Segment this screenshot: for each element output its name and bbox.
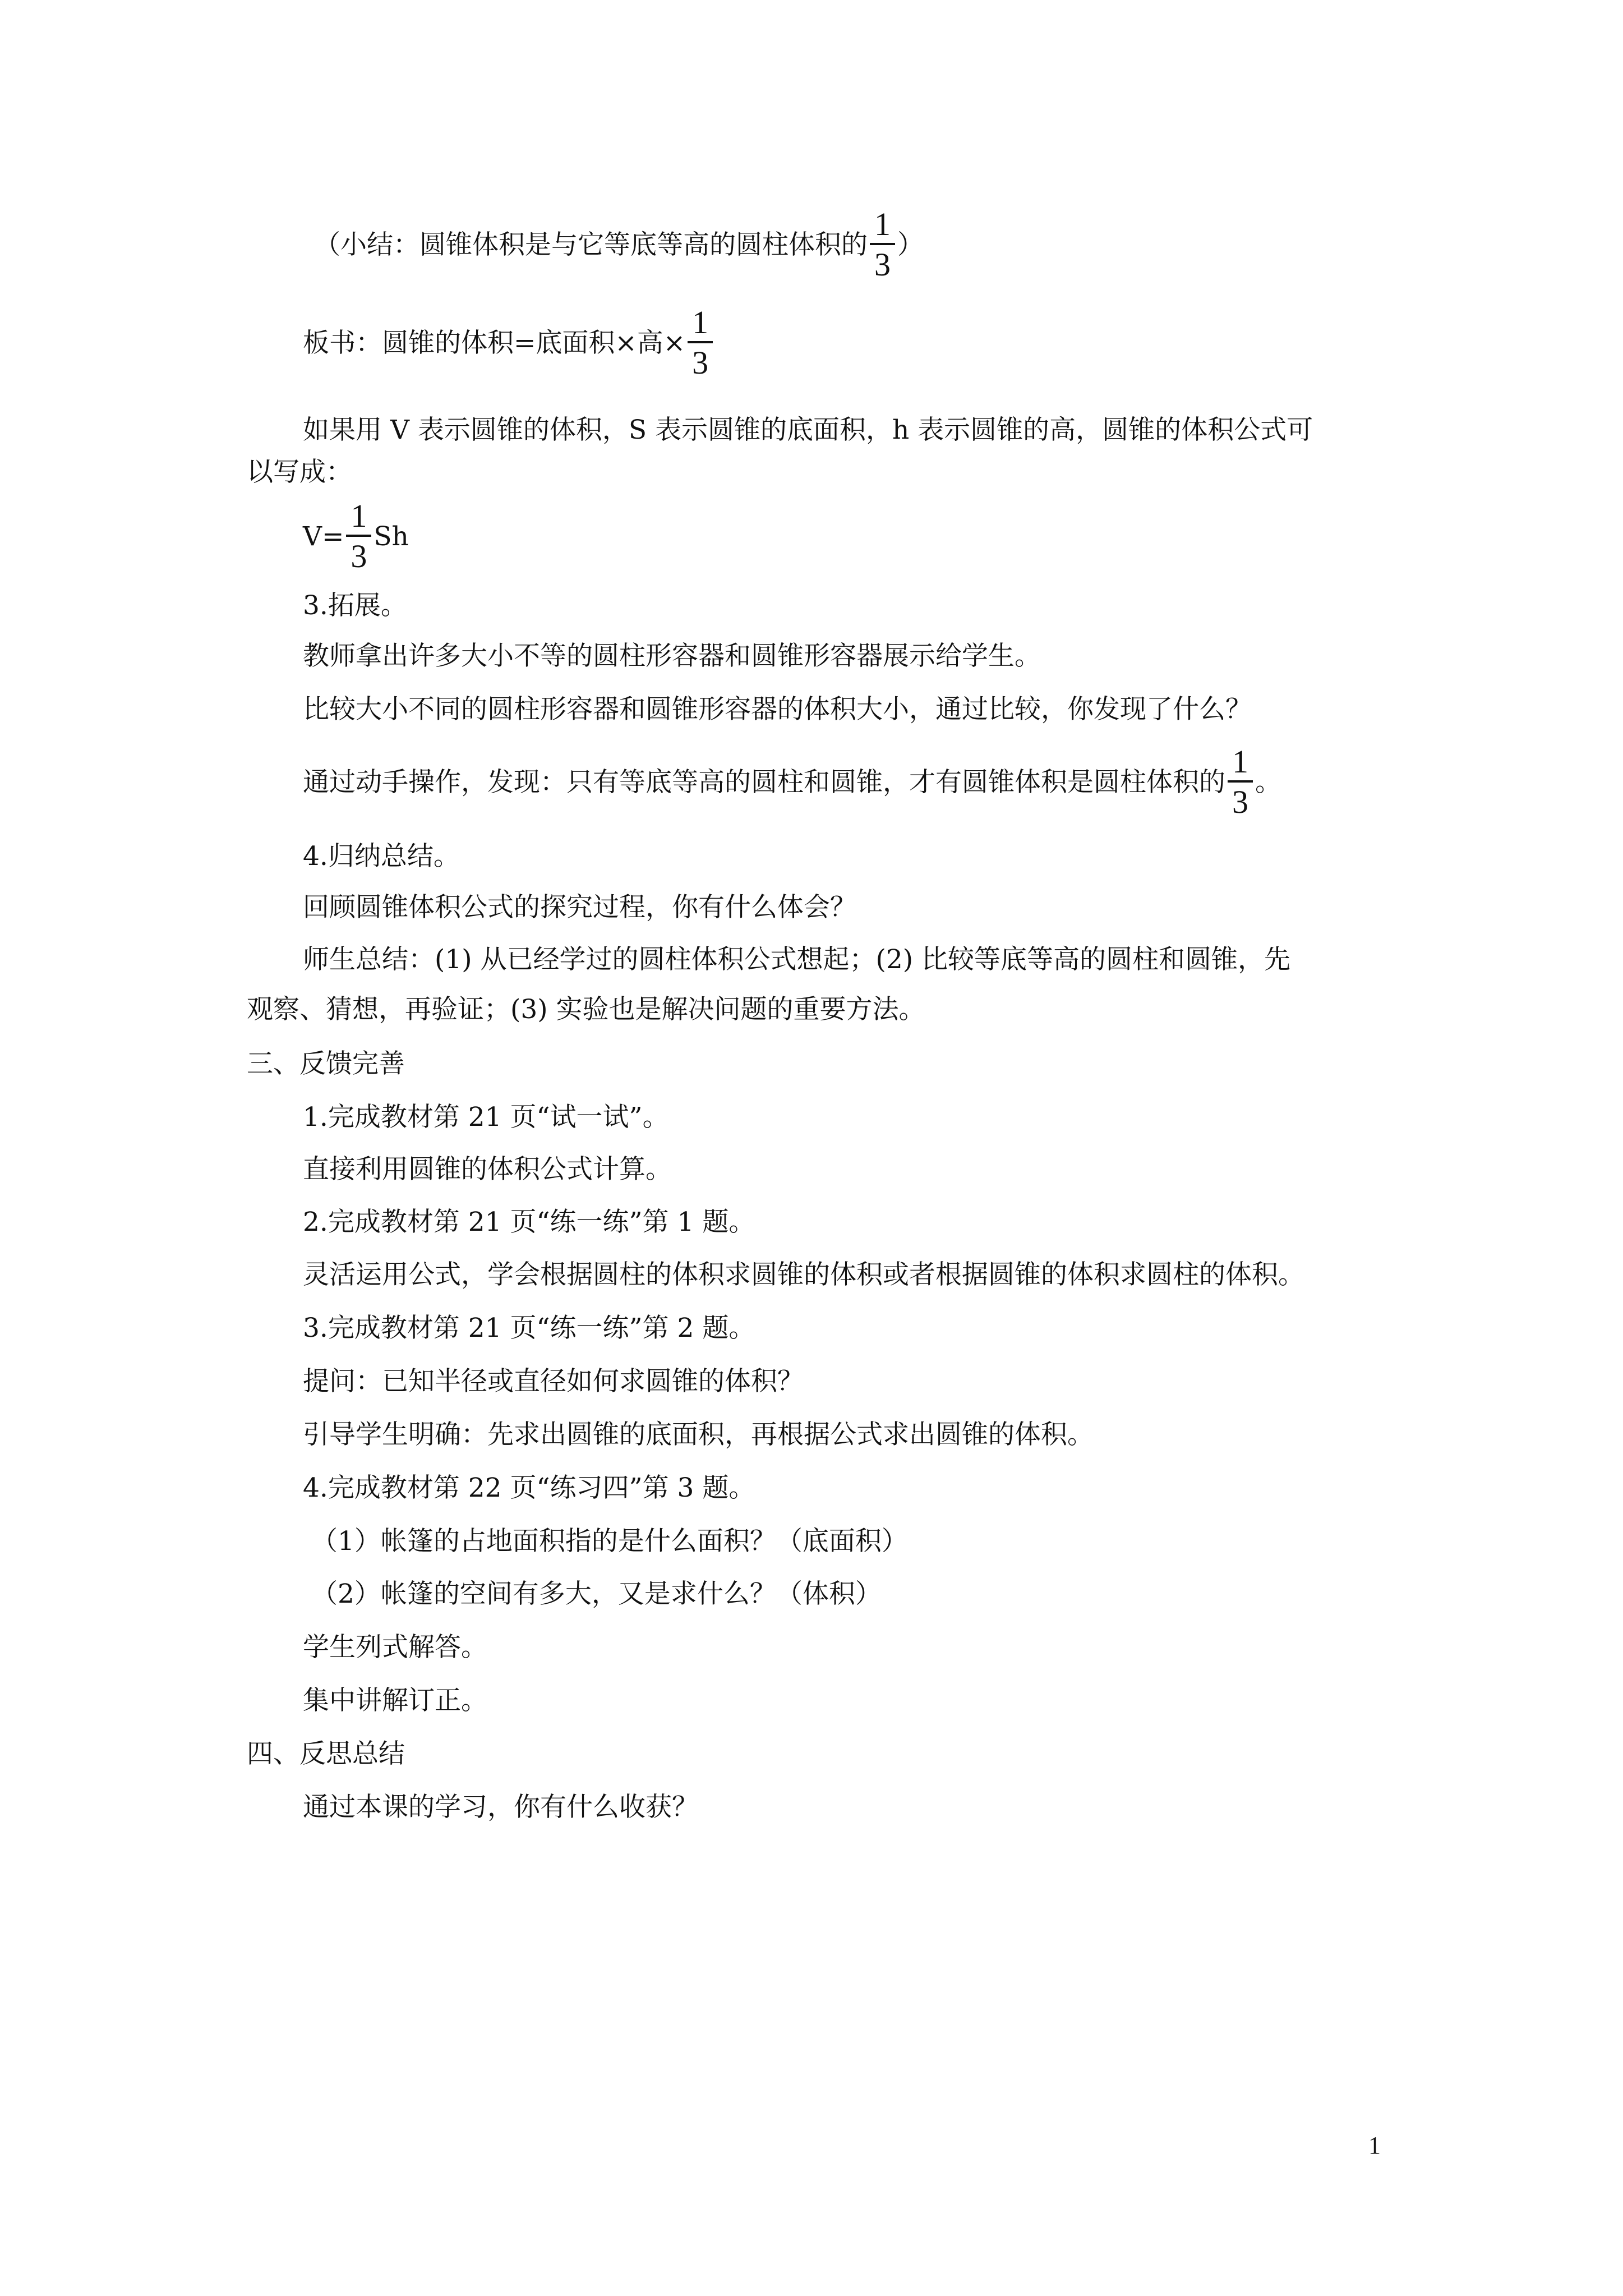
formula-lhs: V= xyxy=(303,521,344,552)
formula-intro-line-1: 如果用 V 表示圆锥的体积，S 表示圆锥的底面积，h 表示圆锥的高，圆锥的体积公式可 xyxy=(303,415,1313,445)
summary-text: （小结：圆锥体积是与它等底等高的圆柱体积的 xyxy=(314,229,868,260)
board-line xyxy=(303,304,715,381)
fraction-one-third: $\frac{1}{3}$ xyxy=(346,500,371,573)
section-heading: 四、反思总结 xyxy=(247,1738,405,1769)
conclusion-paragraph-2-line-2: 观察、猜想，再验证；(3) 实验也是解决问题的重要方法。 xyxy=(247,994,925,1025)
board-text: 板书：圆锥的体积=底面积×高× xyxy=(303,328,686,358)
fraction-one-third: $\frac{1}{3}$ xyxy=(1228,746,1253,818)
section3-item: 集中讲解订正。 xyxy=(303,1685,487,1716)
conclusion-paragraph-1: 回顾圆锥体积公式的探究过程，你有什么体会？ xyxy=(303,892,856,923)
extension-paragraph-1: 教师拿出许多大小不等的圆柱形容器和圆锥形容器展示给学生。 xyxy=(303,641,1041,671)
page-number: 1 xyxy=(1368,2132,1381,2159)
extension-paragraph-2: 比较大小不同的圆柱形容器和圆锥形容器的体积大小，通过比较，你发现了什么？ xyxy=(303,694,1252,725)
section3-item: 3.完成教材第 21 页“练一练”第 2 题。 xyxy=(303,1313,755,1343)
section3-item: （2）帐篷的空间有多大，又是求什么？（体积） xyxy=(311,1579,882,1609)
section3-item: 4.完成教材第 22 页“练习四”第 3 题。 xyxy=(303,1473,755,1503)
fraction-one-third: $\frac{1}{3}$ xyxy=(688,306,713,379)
extension-title: 3.拓展。 xyxy=(303,590,407,621)
section3-item: （1）帐篷的占地面积指的是什么面积？（底面积） xyxy=(311,1526,908,1557)
section3-item: 学生列式解答。 xyxy=(303,1632,487,1663)
summary-line xyxy=(314,206,924,283)
extension-p3-end: 。 xyxy=(1255,767,1281,798)
section3-item: 提问：已知半径或直径如何求圆锥的体积？ xyxy=(303,1366,804,1397)
summary-close: ） xyxy=(897,229,924,260)
section3-item: 1.完成教材第 21 页“试一试”。 xyxy=(303,1102,669,1133)
section-heading: 三、反馈完善 xyxy=(247,1048,405,1079)
formula-intro-line-2: 以写成： xyxy=(247,457,352,487)
formula-rhs: Sh xyxy=(374,521,409,552)
conclusion-paragraph-2-line-1: 师生总结：(1) 从已经学过的圆柱体积公式想起；(2) 比较等底等高的圆柱和圆锥，先 xyxy=(303,944,1291,975)
section3-item: 灵活运用公式，学会根据圆柱的体积求圆锥的体积或者根据圆锥的体积求圆柱的体积。 xyxy=(303,1259,1304,1290)
section3-item: 2.完成教材第 21 页“练一练”第 1 题。 xyxy=(303,1207,755,1237)
section4-item: 通过本课的学习，你有什么收获？ xyxy=(303,1792,698,1823)
section3-item: 引导学生明确：先求出圆锥的底面积，再根据公式求出圆锥的体积。 xyxy=(303,1419,1094,1450)
section3-item: 直接利用圆锥的体积公式计算。 xyxy=(303,1154,672,1185)
conclusion-title: 4.归纳总结。 xyxy=(303,841,460,872)
volume-formula xyxy=(303,498,409,575)
fraction-one-third: $\frac{1}{3}$ xyxy=(870,208,895,281)
extension-p3-text: 通过动手操作，发现：只有等底等高的圆柱和圆锥，才有圆锥体积是圆柱体积的 xyxy=(303,767,1225,798)
extension-paragraph-3 xyxy=(303,743,1281,821)
